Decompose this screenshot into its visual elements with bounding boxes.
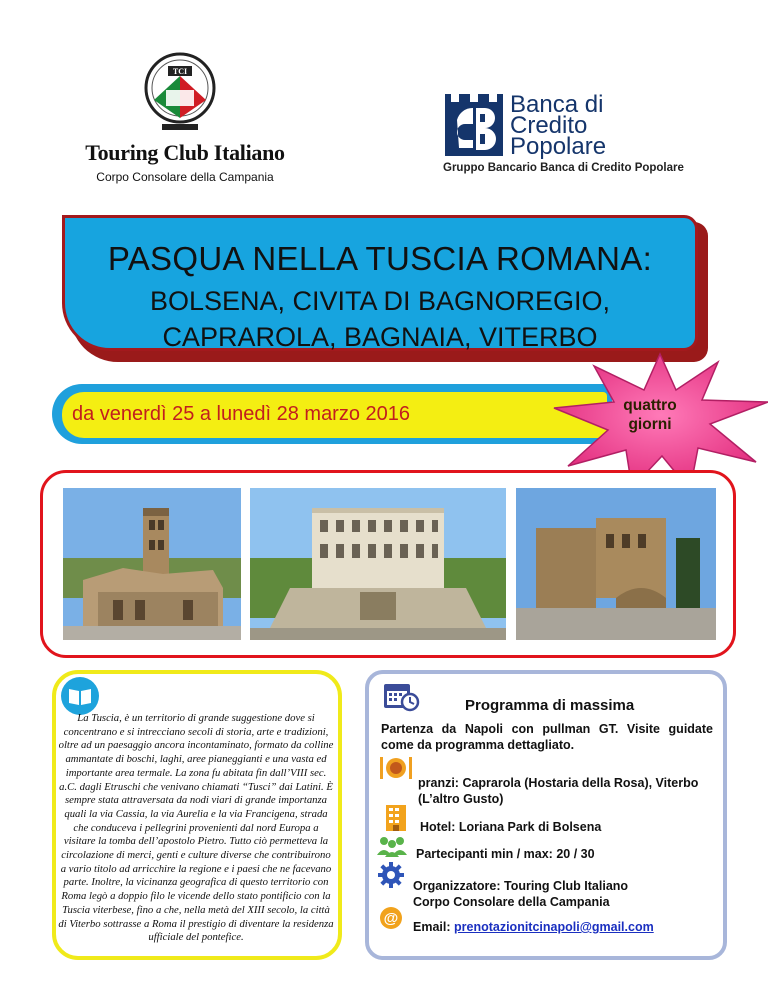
program-intro: Partenza da Napoli con pullman GT. Visite guidate come da programma dettagliato. [381,722,713,752]
palace-photo [250,488,506,640]
book-icon [60,676,100,716]
description-text: La Tuscia, è un territorio di grande suggestione dove si concentrano e si intrecciano secoli di storia, arte e tradizioni, oltre ad un paesaggio ancora incontaminato, formato da colline ammantate di boschi, laghi, aree pianeggianti e una vasta ed importante area termale. La zona fu abitata fin dall’VIII sec. a.C. dagli Etruschi che venivano chiamati “Tusci” dai Latini. È sempre stata attraversata da nodi viari di grande importanza quali la via Cassia, la via Aurelia e la via Francigena, strada che conduceva i pellegrini provenienti dal nord Europa a visitare la tomba dell’apostolo Pietro. Tutto ciò permetteva la circolazione di merci, genti e culture diverse che contribuirono a vario titolo ad arricchire la regione e i paesi che ne facevano parte. Inoltre, la vicinanza geografica di questo territorio con Roma legò a doppio filo le vicende dello stato pontificio con la Tuscia viterbese, fino a che, nella metà del XIII secolo, la città di Viterbo sottrasse a Roma il prestigio di diventare la residenza ufficiale del pontefice. [58,712,334,944]
papal-palace-photo [516,488,716,640]
title-line1: PASQUA NELLA TUSCIA ROMANA: [107,240,653,277]
days-badge-line1: quattro [623,397,677,414]
bank-name-line2: Credito [510,112,588,139]
email-label: Email [413,920,447,934]
bank-name-line1: Banca di [510,91,604,118]
plate-cutlery-icon [378,755,414,781]
hotel-info: Hotel: Loriana Park di Bolsena [420,820,602,834]
calendar-clock-icon [382,680,420,712]
bank-logo-icon [445,94,503,156]
at-sign-icon [379,906,403,930]
svg-text:TCI: TCI [172,67,188,76]
email-info [413,919,654,935]
people-icon [376,835,408,857]
participants-info: Partecipanti min / max: 20 / 30 [416,847,595,861]
tci-subtitle: Corpo Consolare della Campania [96,170,274,184]
tci-name: Touring Club Italiano [85,140,285,165]
email-separator: : [446,920,454,934]
building-icon [384,804,408,832]
organizer-info [413,878,713,910]
organizer-line2: Corpo Consolare della Campania [413,895,610,909]
organizer-line1: Organizzatore: Touring Club Italiano [413,879,629,893]
svg-text:@: @ [383,910,399,927]
program-title: Programma di massima [465,697,635,714]
days-badge-text [590,396,710,434]
date-text: da venerdì 25 a lunedì 28 marzo 2016 [72,403,411,425]
title-line2: BOLSENA, CIVITA DI BAGNOREGIO, [149,286,611,316]
email-link[interactable]: prenotazionitcinapoli@gmail.com [454,920,654,934]
bank-name-line3: Popolare [510,133,607,160]
gear-icon [378,862,404,888]
bank-group-text: Gruppo Bancario Banca di Credito Popolare [443,162,684,174]
lunch-info: pranzi: Caprarola (Hostaria della Rosa), Viterbo (L’altro Gusto) [418,776,699,806]
church-photo [63,488,241,640]
title-line3: CAPRAROLA, BAGNAIA, VITERBO [162,322,598,352]
days-badge-line2: giorni [628,416,672,433]
tci-logo-icon [140,40,220,140]
